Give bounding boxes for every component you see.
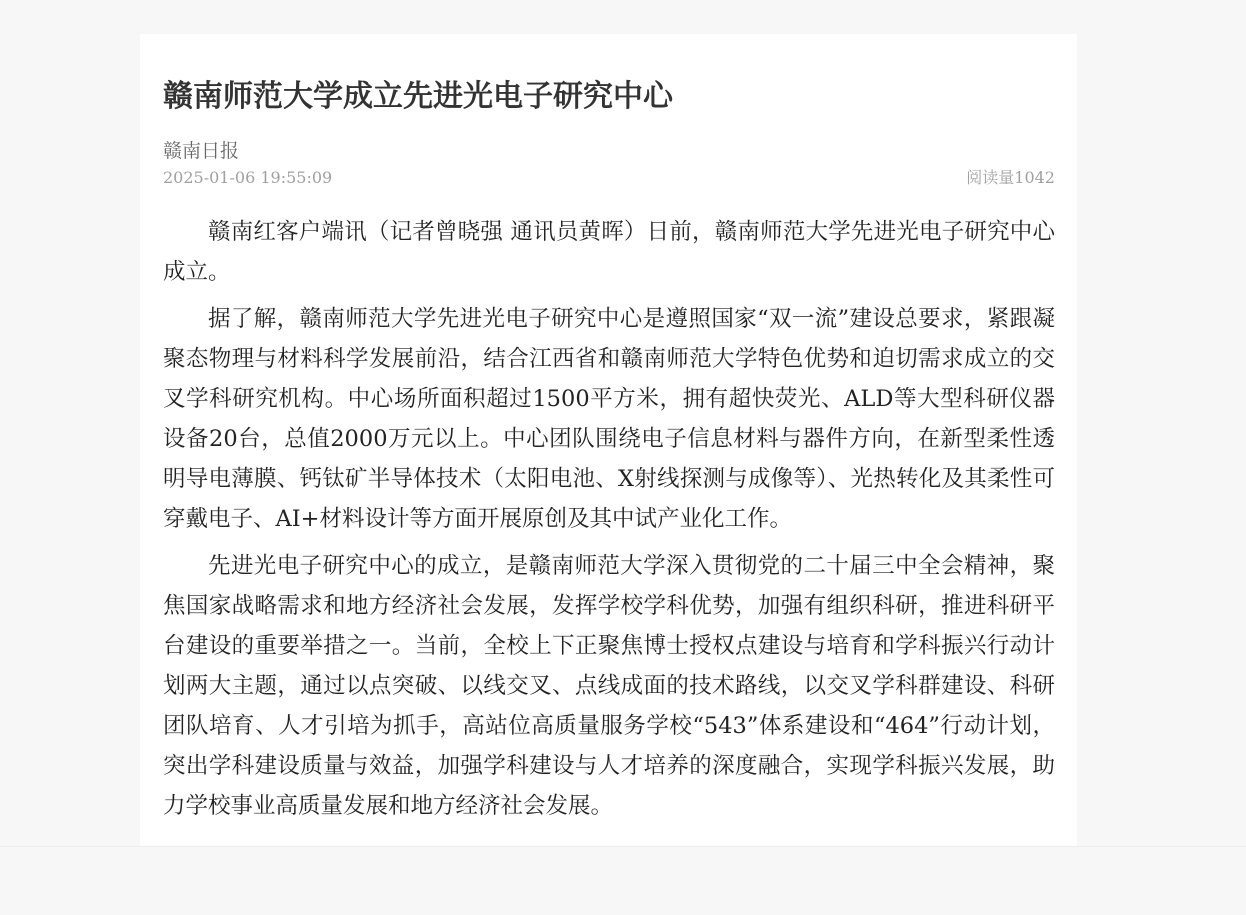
- article-paragraph: 据了解，赣南师范大学先进光电子研究中心是遵照国家“双一流”建设总要求，紧跟凝聚态物理与材料科学发展前沿，结合江西省和赣南师范大学特色优势和迫切需求成立的交叉学科研究机构。中心场所面积超过1500平方米，拥有超快荧光、ALD等大型科研仪器设备20台，总值2000万元以上。中心团队围绕电子信息材料与器件方向，在新型柔性透明导电薄膜、钙钛矿半导体技术（太阳电池、X射线探测与成像等）、光热转化及其柔性可穿戴电子、AI+材料设计等方面开展原创及其中试产业化工作。: [163, 306, 1055, 532]
- article-paragraph: 赣南红客户端讯（记者曾晓强 通讯员黄晖）日前，赣南师范大学先进光电子研究中心成立。: [163, 219, 1055, 285]
- read-count: 阅读量1042: [966, 168, 1055, 187]
- article-body: [163, 212, 1055, 826]
- article-title: 赣南师范大学成立先进光电子研究中心: [163, 79, 673, 114]
- publish-datetime: 2025-01-06 19:55:09: [163, 168, 333, 187]
- article-meta: [163, 166, 1055, 190]
- article-paragraph: 先进光电子研究中心的成立，是赣南师范大学深入贯彻党的二十届三中全会精神，聚焦国家战略需求和地方经济社会发展，发挥学校学科优势，加强有组织科研，推进科研平台建设的重要举措之一。当前，全校上下正聚焦博士授权点建设与培育和学科振兴行动计划两大主题，通过以点突破、以线交叉、点线成面的技术路线，以交叉学科群建设、科研团队培育、人才引培为抓手，高站位高质量服务学校“543”体系建设和“464”行动计划，突出学科建设质量与效益，加强学科建设与人才培养的深度融合，实现学科振兴发展，助力学校事业高质量发展和地方经济社会发展。: [163, 553, 1055, 819]
- article-source: 赣南日报: [163, 140, 240, 162]
- bottom-bar: [0, 846, 1246, 915]
- article-inner: [140, 76, 1077, 826]
- article-card: [140, 34, 1077, 846]
